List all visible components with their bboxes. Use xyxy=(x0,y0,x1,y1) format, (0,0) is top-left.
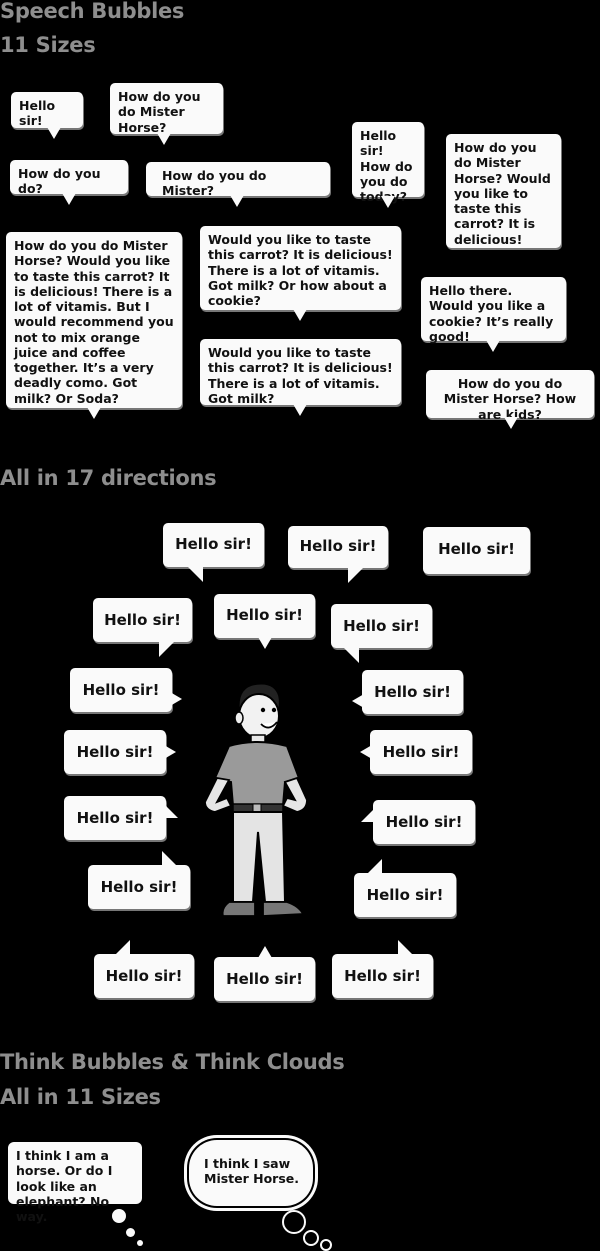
direction-bubble: Hello sir! xyxy=(64,730,166,774)
direction-bubble: Hello sir! xyxy=(214,957,315,1001)
think-bubbles-heading: Think Bubbles & Think Clouds xyxy=(0,1050,345,1074)
direction-bubble: Hello sir! xyxy=(362,670,463,714)
speech-bubble: Would you like to taste this carrot? It is delicious! There is a lot of vitamis. Got milk? xyxy=(200,339,401,405)
direction-bubble: Hello sir! xyxy=(163,523,264,567)
think-sizes-heading: All in 11 Sizes xyxy=(0,1085,161,1109)
bubble-tail xyxy=(352,694,364,708)
direction-bubble: Hello sir! xyxy=(288,526,388,568)
think-bubble-dot xyxy=(126,1228,135,1237)
direction-bubble: Hello sir! xyxy=(70,668,172,712)
bubble-tail xyxy=(114,940,130,956)
direction-bubble: Hello sir! xyxy=(88,865,190,909)
speech-bubbles-heading: Speech Bubbles xyxy=(0,0,185,23)
speech-bubble: Hello sir! How do you do today? xyxy=(352,122,424,197)
direction-bubble: Hello sir! xyxy=(93,598,192,642)
bubble-tail xyxy=(343,647,359,663)
bubble-tail xyxy=(486,340,500,352)
bubble-tail xyxy=(366,859,382,875)
bubble-tail xyxy=(157,133,171,145)
direction-bubble: Hello sir! xyxy=(332,954,433,998)
bubble-tail xyxy=(258,637,272,649)
speech-bubble: How do you do Mister Horse? How are kids? xyxy=(426,370,594,418)
think-cloud-dot xyxy=(282,1210,306,1234)
think-cloud: I think I saw Mister Horse. xyxy=(187,1138,315,1208)
bubble-tail xyxy=(361,806,377,822)
think-bubble-dot xyxy=(112,1209,126,1223)
bubble-tail xyxy=(360,745,372,759)
bubble-tail xyxy=(164,745,176,759)
think-cloud-dot xyxy=(320,1239,332,1251)
speech-bubble: Would you like to taste this carrot? It is delicious! There is a lot of vitamis. Got milk? Or how about a cookie? xyxy=(200,226,401,310)
cartoon-man-illustration xyxy=(195,680,315,925)
speech-bubble: Hello there. Would you like a cookie? It’s really good! xyxy=(421,277,566,341)
speech-bubble: How do you do Mister Horse? Would you like to taste this carrot? It is delicious! xyxy=(446,134,561,248)
direction-bubble: Hello sir! xyxy=(423,527,530,574)
bubble-tail xyxy=(62,193,76,205)
bubble-tail xyxy=(187,566,203,582)
bubble-tail xyxy=(47,127,61,139)
direction-bubble: Hello sir! xyxy=(354,873,456,917)
bubble-tail xyxy=(293,404,307,416)
speech-bubble: Hello sir! xyxy=(11,92,83,128)
bubble-tail xyxy=(258,946,272,958)
direction-bubble: Hello sir! xyxy=(373,800,475,844)
bubble-tail xyxy=(398,940,414,956)
bubble-tail xyxy=(159,641,175,657)
bubble-tail xyxy=(381,196,395,208)
think-bubble: I think I am a horse. Or do I look like an elephant? No way. xyxy=(8,1142,142,1204)
bubble-tail xyxy=(504,417,518,429)
bubble-tail xyxy=(162,802,178,818)
think-bubble-dot xyxy=(137,1240,143,1246)
speech-bubble: How do you do Mister? xyxy=(146,162,330,196)
direction-bubble: Hello sir! xyxy=(64,796,166,840)
bubble-tail xyxy=(348,567,364,583)
direction-bubble: Hello sir! xyxy=(370,730,472,774)
speech-bubble: How do you do? xyxy=(10,160,128,194)
bubble-tail xyxy=(170,692,182,706)
bubble-tail xyxy=(162,851,178,867)
direction-bubble: Hello sir! xyxy=(214,594,315,638)
think-cloud-dot xyxy=(303,1230,319,1246)
speech-bubble: How do you do Mister Horse? xyxy=(110,83,223,134)
bubble-tail xyxy=(230,195,244,207)
bubble-tail xyxy=(293,309,307,321)
speech-sizes-heading: 11 Sizes xyxy=(0,33,96,57)
direction-bubble: Hello sir! xyxy=(331,604,432,648)
direction-bubble: Hello sir! xyxy=(94,954,194,998)
bubble-tail xyxy=(87,407,101,419)
speech-bubble: How do you do Mister Horse? Would you like to taste this carrot? It is delicious! There is a lot of vitamis. But I would recommend you not to mix orange juice and coffee together. It’s a very deadly como. Got milk? Or Soda? xyxy=(6,232,182,408)
directions-heading: All in 17 directions xyxy=(0,466,217,490)
